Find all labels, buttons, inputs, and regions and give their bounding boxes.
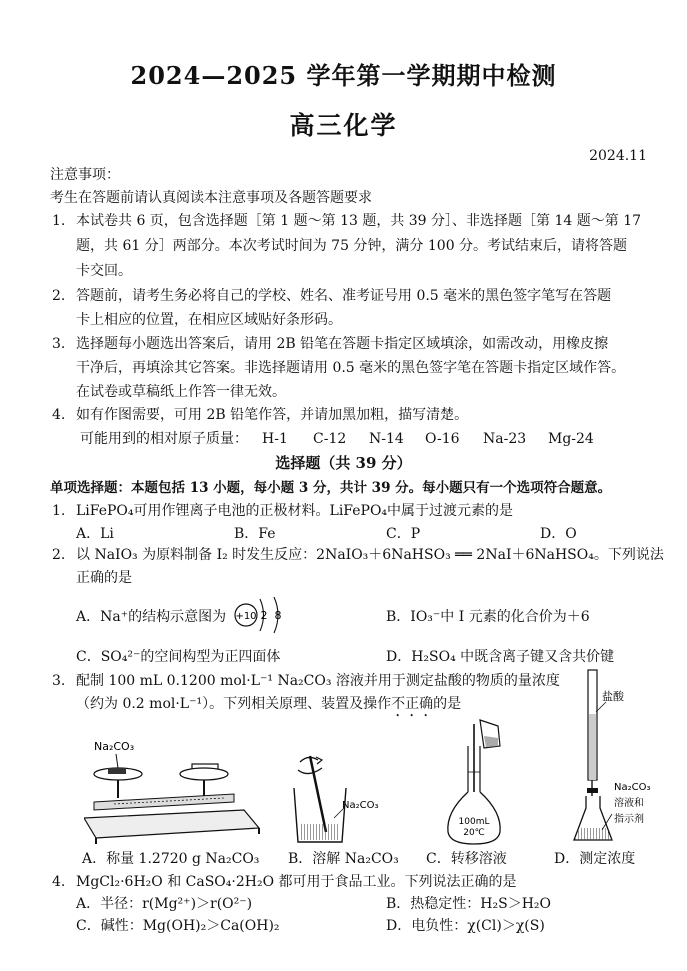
notice-item-num: 1. xyxy=(52,213,66,229)
emphasis-not-correct: 不正确 xyxy=(391,696,434,712)
option-a: A．Li xyxy=(76,526,114,542)
section-instruction: 单项选择题：本题包括 13 小题，每小题 3 分，共计 39 分。每小题只有一个选项符合题意。 xyxy=(50,480,612,496)
reagent-label: Na₂CO₃ xyxy=(94,740,135,753)
option-c: C．SO₄²⁻的空间构型为正四面体 xyxy=(76,649,281,665)
subject-title: 高三化学 xyxy=(289,111,398,140)
section-title: 选择题（共 39 分） xyxy=(275,454,412,472)
shell-electrons: 2 xyxy=(260,609,268,622)
question-stem: MgCl₂·6H₂O 和 CaSO₄·2H₂O 都可用于食品工业。下列说法正确的是 xyxy=(76,874,517,890)
notice-item-num: 4. xyxy=(52,407,66,423)
flask-volume-label: 100mL xyxy=(458,817,490,827)
flask-content-label: 指示剂 xyxy=(614,814,644,825)
atomic-masses-label: 可能用到的相对原子质量： xyxy=(80,431,248,447)
flask-content-label: Na₂CO₃ xyxy=(614,782,651,793)
atomic-mass: N-14 xyxy=(369,431,404,447)
right-pan xyxy=(180,768,228,780)
atomic-mass: H-1 xyxy=(262,431,288,447)
notice-item-line: 干净后，再填涂其它答案。非选择题请用 0.5 毫米的黑色签字笔在答题卡指定区域作答。 xyxy=(76,360,626,376)
question-stem: 配制 100 mL 0.1200 mol·L⁻¹ Na₂CO₃ 溶液并用于测定盐酸的物质的量浓度 xyxy=(76,673,560,689)
atomic-mass: O-16 xyxy=(425,431,460,447)
notice-item-line: 卡交回。 xyxy=(76,263,132,279)
question-number: 3. xyxy=(52,673,66,689)
flask-temp-label: 20℃ xyxy=(463,828,485,838)
glass-rod xyxy=(310,756,326,832)
notice-item-line: 答题前，请考生务必将自己的学校、姓名、准考证号用 0.5 毫米的黑色签字笔写在答题 xyxy=(76,288,612,304)
stopcock xyxy=(587,788,598,793)
atomic-mass: Mg-24 xyxy=(548,431,594,447)
acid-label: 盐酸 xyxy=(602,690,624,703)
balance-base xyxy=(84,810,259,838)
option-d: D．O xyxy=(540,526,577,542)
exam-date: 2024.11 xyxy=(589,148,647,164)
notice-item-line: 如有作图需要，可用 2B 铅笔作答，并请加黑加粗，描写清楚。 xyxy=(76,407,469,423)
question-stem: 以 NaIO₃ 为原料制备 I₂ 时发生反应：2NaIO₃＋6NaHSO₃ ══ 2NaI＋6NaHSO₄。下列说法 xyxy=(76,547,664,563)
notice-item-line: 题，共 61 分］两部分。本次考试时间为 75 分钟，满分 100 分。考试结束后，请将答题 xyxy=(76,238,628,254)
atomic-mass: Na-23 xyxy=(483,431,527,447)
sodium-ion-structure-diagram xyxy=(232,590,292,638)
question-stem: 正确的是 xyxy=(76,570,132,586)
shell-electrons: 8 xyxy=(274,609,282,622)
option-b: B．热稳定性：H₂S＞H₂O xyxy=(386,896,551,912)
notice-item-line: 选择题每小题选出答案后，请用 2B 铅笔在答题卡指定区域填涂，如需改动，用橡皮擦 xyxy=(76,336,609,352)
flask-content-label: 溶液和 xyxy=(614,798,644,809)
option-d: D．H₂SO₄ 中既含离子键又含共价键 xyxy=(386,649,615,665)
option-d: D．电负性：χ(Cl)＞χ(S) xyxy=(386,918,545,934)
option-c: C．碱性：Mg(OH)₂＞Ca(OH)₂ xyxy=(76,918,280,934)
notice-item-line: 本试卷共 6 页，包含选择题［第 1 题～第 13 题，共 39 分］、非选择题［第 14 题～第 17 xyxy=(76,213,642,229)
notice-item-line: 在试卷或草稿纸上作答一律无效。 xyxy=(76,384,286,400)
caption-c: C．转移溶液 xyxy=(426,851,507,867)
option-b: B．Fe xyxy=(234,526,276,542)
notice-item-line: 卡上相应的位置，在相应区域贴好条形码。 xyxy=(76,312,342,328)
beaker-dissolve-figure xyxy=(286,752,396,848)
exam-title: 2024—2025 学年第一学期期中检测 xyxy=(130,61,557,90)
volumetric-flask-figure xyxy=(440,716,512,850)
beam xyxy=(94,794,234,810)
caption-d: D．测定浓度 xyxy=(554,851,636,867)
notice-item-num: 3. xyxy=(52,336,66,352)
option-a: A．半径：r(Mg²⁺)＞r(O²⁻) xyxy=(76,896,253,912)
option-c: C．P xyxy=(386,526,421,542)
option-b: B．IO₃⁻中 I 元素的化合价为＋6 xyxy=(386,609,590,625)
titration-figure xyxy=(566,664,676,850)
question-stem: （约为 0.2 mol·L⁻¹）。下列相关原理、装置及操作不正确的是 xyxy=(76,696,462,712)
notice-item-num: 2. xyxy=(52,288,66,304)
caption-a: A．称量 1.2720 g Na₂CO₃ xyxy=(82,851,260,867)
atomic-mass: C-12 xyxy=(313,431,347,447)
reagent-label: Na₂CO₃ xyxy=(342,800,379,811)
balance-apparatus-figure xyxy=(84,728,264,850)
question-number: 1. xyxy=(52,503,66,519)
notice-heading: 注意事项： xyxy=(50,167,120,183)
question-number: 2. xyxy=(52,547,66,563)
question-number: 4. xyxy=(52,874,66,890)
notice-intro: 考生在答题前请认真阅读本注意事项及各题答题要求 xyxy=(50,190,372,206)
nucleus-charge: +10 xyxy=(235,611,257,622)
stir-arrow xyxy=(300,757,318,762)
caption-b: B．溶解 Na₂CO₃ xyxy=(288,851,399,867)
option-a: A．Na⁺的结构示意图为 xyxy=(76,609,227,625)
question-stem: LiFePO₄可用作锂离子电池的正极材料。LiFePO₄中属于过渡元素的是 xyxy=(76,503,514,519)
